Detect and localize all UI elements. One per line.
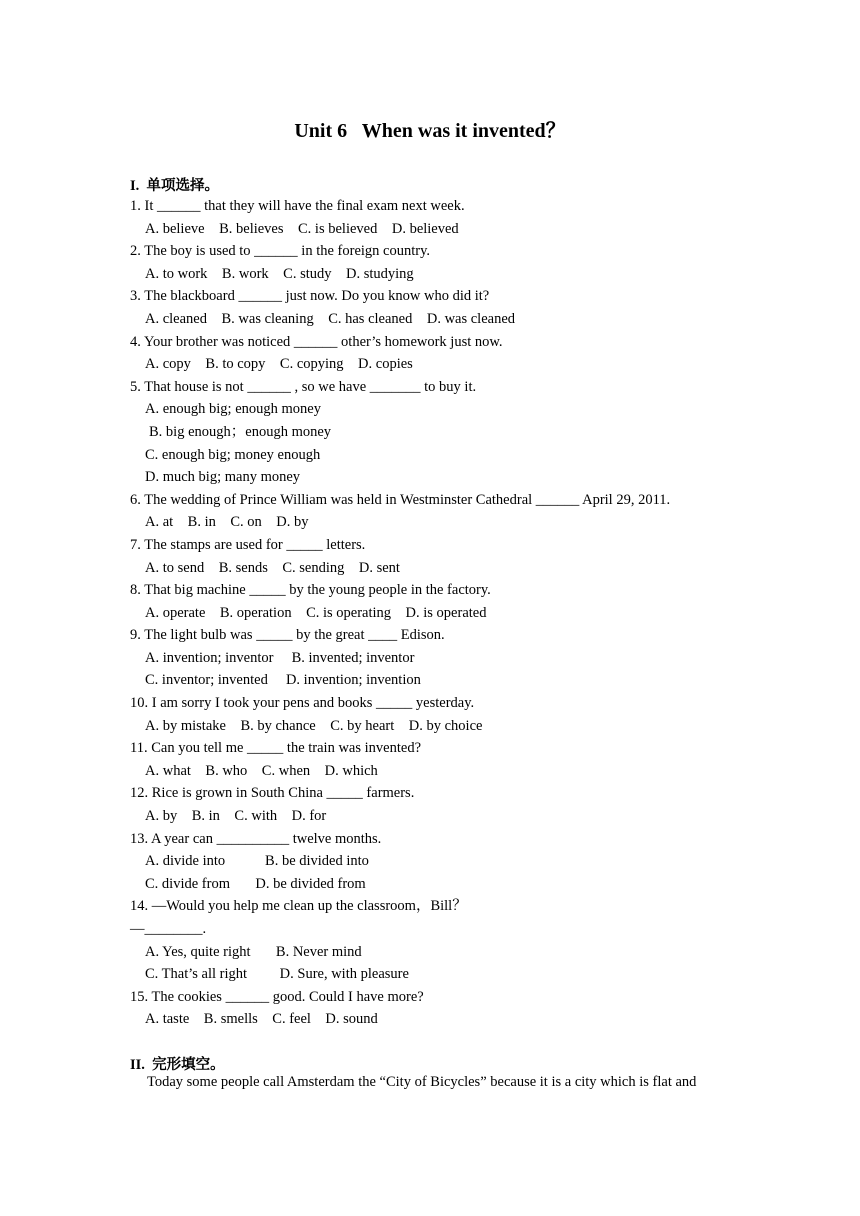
question-line: 4. Your brother was noticed ______ other’s homework just now. (130, 333, 503, 350)
section-heading-multiple-choice: I. 单项选择。 (130, 178, 220, 194)
answer-options-line: A. taste B. smells C. feel D. sound (145, 1011, 378, 1028)
question-line: 13. A year can __________ twelve months. (130, 830, 382, 847)
answer-options-line: C. inventor; invented D. invention; invention (145, 672, 421, 689)
answer-options-line: A. invention; inventor B. invented; inventor (145, 649, 415, 666)
question-line: 2. The boy is used to ______ in the foreign country. (130, 243, 431, 260)
answer-options-line: C. divide from D. be divided from (145, 875, 366, 892)
answer-options-line: A. to send B. sends C. sending D. sent (145, 559, 400, 576)
question-list (130, 195, 770, 1031)
answer-options-line: A. copy B. to copy C. copying D. copies (145, 356, 413, 373)
question-line: 12. Rice is grown in South China _____ farmers. (130, 785, 415, 802)
section-heading-cloze: II. 完形填空。 (130, 1057, 225, 1073)
answer-options-line: A. divide into B. be divided into (145, 853, 369, 870)
answer-options-line: A. to work B. work C. study D. studying (145, 265, 414, 282)
answer-options-line: A. what B. who C. when D. which (145, 762, 378, 779)
question-line: 7. The stamps are used for _____ letters. (130, 536, 366, 553)
question-line: 11. Can you tell me _____ the train was invented? (130, 740, 422, 757)
answer-options-line: C. That’s all right D. Sure, with pleasure (145, 966, 409, 983)
question-line: —________. (130, 921, 207, 937)
answer-options-line: C. enough big; money enough (145, 446, 321, 463)
cloze-paragraph: Today some people call Amsterdam the “City of Bicycles” because it is a city which is flat and (147, 1074, 697, 1090)
answer-options-line: A. operate B. operation C. is operating D. is operated (145, 604, 487, 621)
question-line: 14. —Would you help me clean up the classroom，Bill？ (130, 898, 467, 915)
question-line: 6. The wedding of Prince William was held in Westminster Cathedral ______ April 29, 2011. (130, 491, 671, 508)
answer-options-line: A. by mistake B. by chance C. by heart D. by choice (145, 717, 483, 734)
answer-options-line: B. big enough；enough money (149, 423, 332, 440)
question-line: 3. The blackboard ______ just now. Do you know who did it? (130, 288, 490, 305)
answer-options-line: A. Yes, quite right B. Never mind (145, 943, 362, 960)
question-line: 8. That big machine _____ by the young people in the factory. (130, 582, 491, 599)
question-line: 15. The cookies ______ good. Could I have more? (130, 988, 424, 1005)
answer-options-line: A. cleaned B. was cleaning C. has cleaned D. was cleaned (145, 310, 516, 327)
question-line: 1. It ______ that they will have the final exam next week. (130, 198, 465, 214)
question-line: 10. I am sorry I took your pens and books _____ yesterday. (130, 695, 475, 712)
question-line: 9. The light bulb was _____ by the great ____ Edison. (130, 627, 445, 644)
answer-options-line: A. by B. in C. with D. for (145, 808, 327, 825)
page-title: Unit 6 When was it invented？ (294, 120, 566, 142)
answer-options-line: A. believe B. believes C. is believed D. believed (145, 220, 459, 237)
answer-options-line: A. enough big; enough money (145, 401, 321, 418)
question-line: 5. That house is not ______ , so we have _______ to buy it. (130, 378, 477, 395)
answer-options-line: A. at B. in C. on D. by (145, 514, 309, 531)
answer-options-line: D. much big; many money (145, 469, 301, 486)
